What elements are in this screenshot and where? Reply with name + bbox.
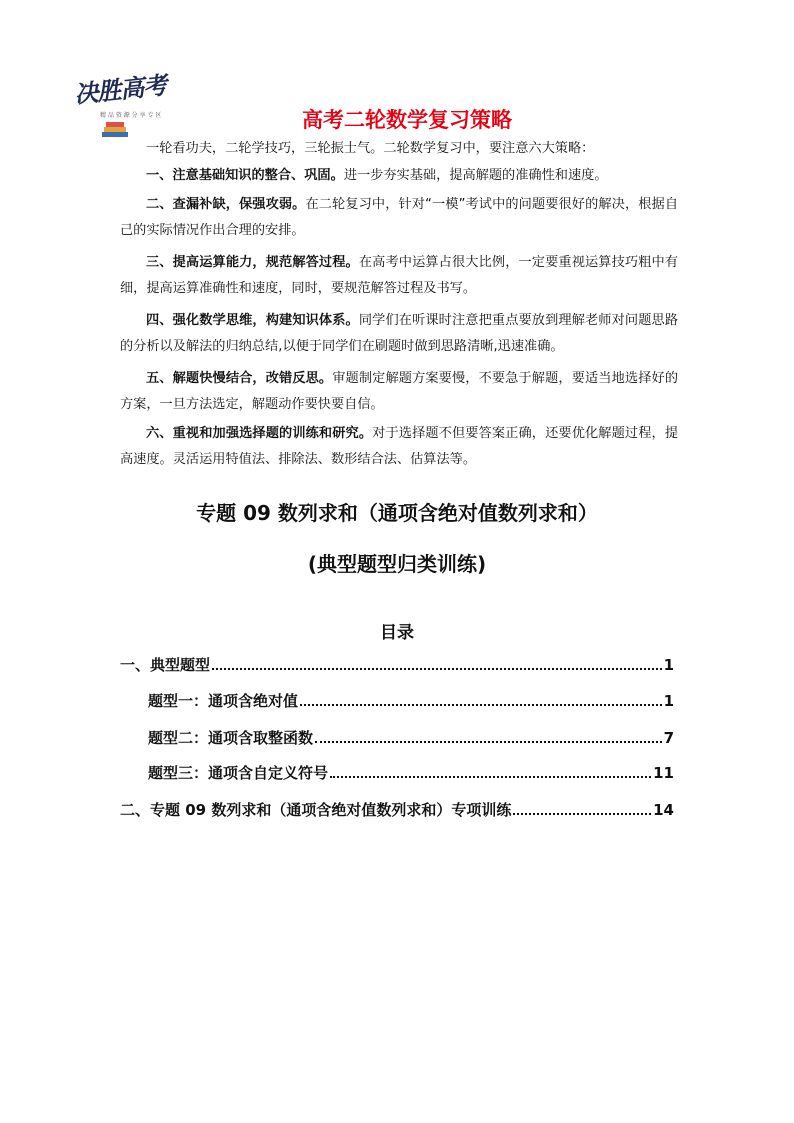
toc-leader — [513, 813, 651, 815]
toc-item[interactable] — [148, 690, 674, 711]
logo-subtext: 精 品 资 源 分 享 专 区 — [100, 112, 162, 119]
topic-title: 专题 09 数列求和（通项含绝对值数列求和） — [196, 501, 598, 525]
toc-item-label: 题型三：通项含自定义符号 — [148, 764, 329, 782]
toc-item-page: 1 — [663, 656, 674, 674]
strategy-1-text: 进一步夯实基础，提高解题的准确性和速度。 — [343, 168, 608, 183]
toc-item-page: 7 — [663, 729, 674, 747]
topic-subtitle: (典型题型归类训练) — [307, 552, 487, 576]
toc-item-label: 二、专题 09 数列求和（通项含绝对值数列求和）专项训练 — [120, 801, 512, 819]
logo-text: 决胜高考 — [72, 70, 168, 109]
strategy-1 — [120, 163, 678, 189]
strategy-2-heading: 二、查漏补缺，保强攻弱。 — [146, 197, 306, 212]
toc-item[interactable] — [120, 654, 674, 675]
strategy-4 — [120, 308, 678, 360]
toc-item-label: 题型一：通项含绝对值 — [148, 692, 299, 710]
toc-item-label: 题型二：通项含取整函数 — [148, 729, 314, 747]
strategy-3-text: 在高考中运算占很大比例，一定要重视运算技巧粗中有细，提高运算准确性和速度，同时，要规范解答过程及书写。 — [120, 255, 679, 296]
strategy-4-heading: 四、强化数学思维，构建知识体系。 — [146, 313, 359, 328]
strategy-1-heading: 一、注意基础知识的整合、巩固。 — [146, 168, 344, 183]
toc-item[interactable] — [148, 727, 674, 748]
toc-item[interactable] — [120, 799, 674, 820]
strategy-3 — [120, 250, 678, 302]
page-title: 高考二轮数学复习策略 — [302, 108, 512, 132]
strategy-5 — [120, 366, 678, 418]
toc-item-page: 11 — [653, 764, 674, 782]
toc-item-page: 14 — [653, 801, 674, 819]
toc-heading: 目录 — [380, 623, 414, 643]
intro-paragraph: 一轮看功夫，二轮学技巧，三轮振士气。二轮数学复习中，要注意六大策略： — [146, 141, 595, 156]
strategy-2 — [120, 192, 678, 244]
strategy-6-heading: 六、重视和加强选择题的训练和研究。 — [146, 426, 373, 441]
strategy-4-text: 同学们在听课时注意把重点要放到理解老师对问题思路的分析以及解法的归纳总结,以便于同学们在刷题时做到思路清晰,迅速准确。 — [120, 313, 679, 354]
toc-item-label: 一、典型题型 — [120, 656, 211, 674]
toc-leader — [300, 704, 662, 706]
strategy-6-text: 对于选择题不但要答案正确，还要优化解题过程，提高速度。灵活运用特值法、排除法、数形结合法、估算法等。 — [120, 426, 679, 467]
toc-item-page: 1 — [663, 692, 674, 710]
strategy-6 — [120, 421, 678, 473]
strategy-2-text: 在二轮复习中，针对“一模”考试中的问题要很好的解决，根据自己的实际情况作出合理的安排。 — [120, 197, 679, 238]
strategy-3-heading: 三、提高运算能力，规范解答过程。 — [146, 255, 359, 270]
toc-leader — [330, 776, 651, 778]
toc-leader — [212, 668, 662, 670]
strategy-5-text: 审题制定解题方案要慢，不要急于解题，要适当地选择好的方案，一旦方法选定，解题动作要快要自信。 — [120, 371, 679, 412]
toc-leader — [315, 741, 662, 743]
toc-item[interactable] — [148, 762, 674, 783]
strategy-5-heading: 五、解题快慢结合，改错反思。 — [146, 371, 333, 386]
